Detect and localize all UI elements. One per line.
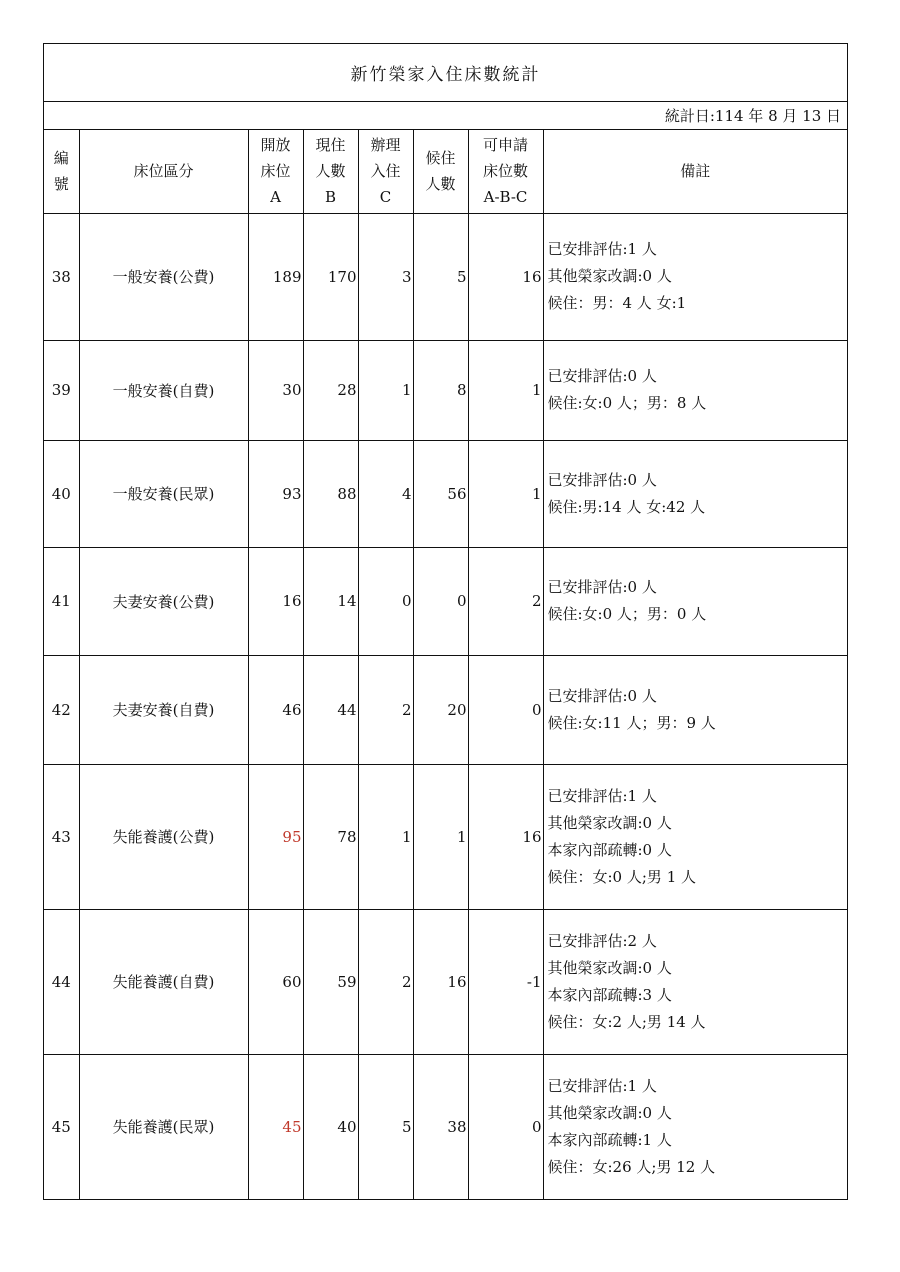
row-no: 40 [44, 440, 79, 547]
row-open-beds: 46 [248, 655, 303, 764]
remark-line: 其他榮家改調:0 人 [547, 813, 672, 832]
row-current: 88 [303, 440, 358, 547]
header-line: 床位 [260, 162, 291, 181]
row-zone: 失能養護(自費) [79, 909, 248, 1054]
table-row [44, 1054, 847, 1199]
header-no-line: 號 [53, 175, 69, 194]
row-waiting: 8 [413, 340, 468, 440]
row-no: 44 [44, 909, 79, 1054]
table-row [44, 655, 847, 764]
remark-line: 已安排評估:1 人 [547, 786, 657, 805]
row-zone: 夫妻安養(自費) [79, 655, 248, 764]
table-row [44, 764, 847, 909]
row-available: 1 [468, 440, 543, 547]
row-available: -1 [468, 909, 543, 1054]
remark-line: 其他榮家改調:0 人 [547, 1103, 672, 1122]
row-current: 78 [303, 764, 358, 909]
remark-line: 候住：男：4 人 女:1 [547, 294, 687, 312]
remark-line: 本家內部疏轉:0 人 [547, 840, 672, 859]
row-waiting: 1 [413, 764, 468, 909]
row-zone: 夫妻安養(公費) [79, 547, 248, 655]
row-no: 42 [44, 655, 79, 764]
row-processing: 2 [358, 655, 413, 764]
row-processing: 1 [358, 764, 413, 909]
row-available: 16 [468, 764, 543, 909]
remark-line: 已安排評估:0 人 [547, 367, 657, 385]
header-line: A-B-C [483, 188, 528, 207]
row-available: 16 [468, 213, 543, 340]
header-row [44, 130, 847, 213]
row-remarks [543, 440, 847, 547]
remark-line: 候住：女:26 人;男 12 人 [547, 1157, 716, 1176]
remark-line: 本家內部疏轉:1 人 [547, 1130, 672, 1149]
header-waiting [413, 130, 468, 213]
row-waiting: 20 [413, 655, 468, 764]
row-open-beds: 60 [248, 909, 303, 1054]
table-row [44, 440, 847, 547]
header-zone: 床位區分 [79, 130, 248, 213]
header-no [44, 130, 79, 213]
row-remarks [543, 213, 847, 340]
row-current: 28 [303, 340, 358, 440]
header-line: 可申請 [482, 136, 528, 155]
row-remarks [543, 655, 847, 764]
table-row [44, 213, 847, 340]
header-line: 床位數 [482, 162, 528, 181]
row-remarks [543, 340, 847, 440]
header-processing [358, 130, 413, 213]
header-no-line: 編 [53, 149, 69, 168]
row-processing: 2 [358, 909, 413, 1054]
row-open-beds: 16 [248, 547, 303, 655]
header-line: 人數 [425, 175, 456, 194]
remark-line: 候住:男:14 人 女:42 人 [547, 497, 706, 516]
header-available [468, 130, 543, 213]
row-available: 2 [468, 547, 543, 655]
row-zone: 失能養護(民眾) [79, 1054, 248, 1199]
row-no: 38 [44, 213, 79, 340]
row-waiting: 0 [413, 547, 468, 655]
row-zone: 一般安養(公費) [79, 213, 248, 340]
header-open-beds [248, 130, 303, 213]
row-current: 44 [303, 655, 358, 764]
stat-date: 統計日:114 年 8 月 13 日 [44, 102, 847, 130]
header-line: 辦理 [370, 136, 401, 155]
row-no: 45 [44, 1054, 79, 1199]
bed-statistics-table [44, 130, 847, 1199]
remark-line: 已安排評估:0 人 [547, 686, 657, 705]
row-open-beds: 30 [248, 340, 303, 440]
row-available: 0 [468, 1054, 543, 1199]
row-processing: 4 [358, 440, 413, 547]
row-waiting: 5 [413, 213, 468, 340]
row-remarks [543, 764, 847, 909]
row-current: 40 [303, 1054, 358, 1199]
header-remarks: 備註 [543, 130, 847, 213]
row-open-beds: 189 [248, 213, 303, 340]
row-zone: 一般安養(民眾) [79, 440, 248, 547]
row-no: 41 [44, 547, 79, 655]
row-waiting: 56 [413, 440, 468, 547]
row-current: 170 [303, 213, 358, 340]
report-title: 新竹榮家入住床數統計 [44, 44, 847, 102]
header-line: 候住 [425, 149, 456, 168]
header-line: B [324, 188, 337, 207]
remark-line: 候住：女:0 人;男 1 人 [547, 867, 696, 886]
remark-line: 候住:女:0 人；男：0 人 [547, 605, 707, 623]
table-row [44, 909, 847, 1054]
row-available: 0 [468, 655, 543, 764]
row-current: 14 [303, 547, 358, 655]
table-row [44, 340, 847, 440]
remark-line: 已安排評估:0 人 [547, 470, 657, 489]
remark-line: 已安排評估:1 人 [547, 1076, 657, 1095]
row-waiting: 16 [413, 909, 468, 1054]
row-current: 59 [303, 909, 358, 1054]
row-processing: 0 [358, 547, 413, 655]
header-line: 開放 [260, 136, 291, 155]
row-open-beds: 95 [248, 764, 303, 909]
header-line: 現住 [315, 136, 346, 155]
row-no: 43 [44, 764, 79, 909]
remark-line: 已安排評估:2 人 [547, 931, 657, 950]
row-available: 1 [468, 340, 543, 440]
remark-line: 候住：女:2 人;男 14 人 [547, 1012, 706, 1031]
remark-line: 候住:女:11 人；男：9 人 [547, 713, 716, 732]
remark-line: 已安排評估:0 人 [547, 578, 657, 596]
remark-line: 已安排評估:1 人 [547, 240, 657, 258]
row-processing: 5 [358, 1054, 413, 1199]
row-remarks [543, 909, 847, 1054]
row-remarks [543, 1054, 847, 1199]
row-processing: 1 [358, 340, 413, 440]
header-line: 入住 [370, 162, 401, 181]
row-no: 39 [44, 340, 79, 440]
header-line: C [379, 188, 392, 207]
header-line: 人數 [315, 162, 346, 181]
row-waiting: 38 [413, 1054, 468, 1199]
remark-line: 其他榮家改調:0 人 [547, 958, 672, 977]
remark-line: 本家內部疏轉:3 人 [547, 985, 672, 1004]
table-row [44, 547, 847, 655]
row-zone: 一般安養(自費) [79, 340, 248, 440]
row-open-beds: 93 [248, 440, 303, 547]
remark-line: 候住:女:0 人；男：8 人 [547, 394, 707, 412]
report-frame [43, 43, 848, 1200]
row-zone: 失能養護(公費) [79, 764, 248, 909]
remark-line: 其他榮家改調:0 人 [547, 267, 672, 285]
row-remarks [543, 547, 847, 655]
row-open-beds: 45 [248, 1054, 303, 1199]
header-current [303, 130, 358, 213]
row-processing: 3 [358, 213, 413, 340]
header-line: A [270, 188, 281, 207]
